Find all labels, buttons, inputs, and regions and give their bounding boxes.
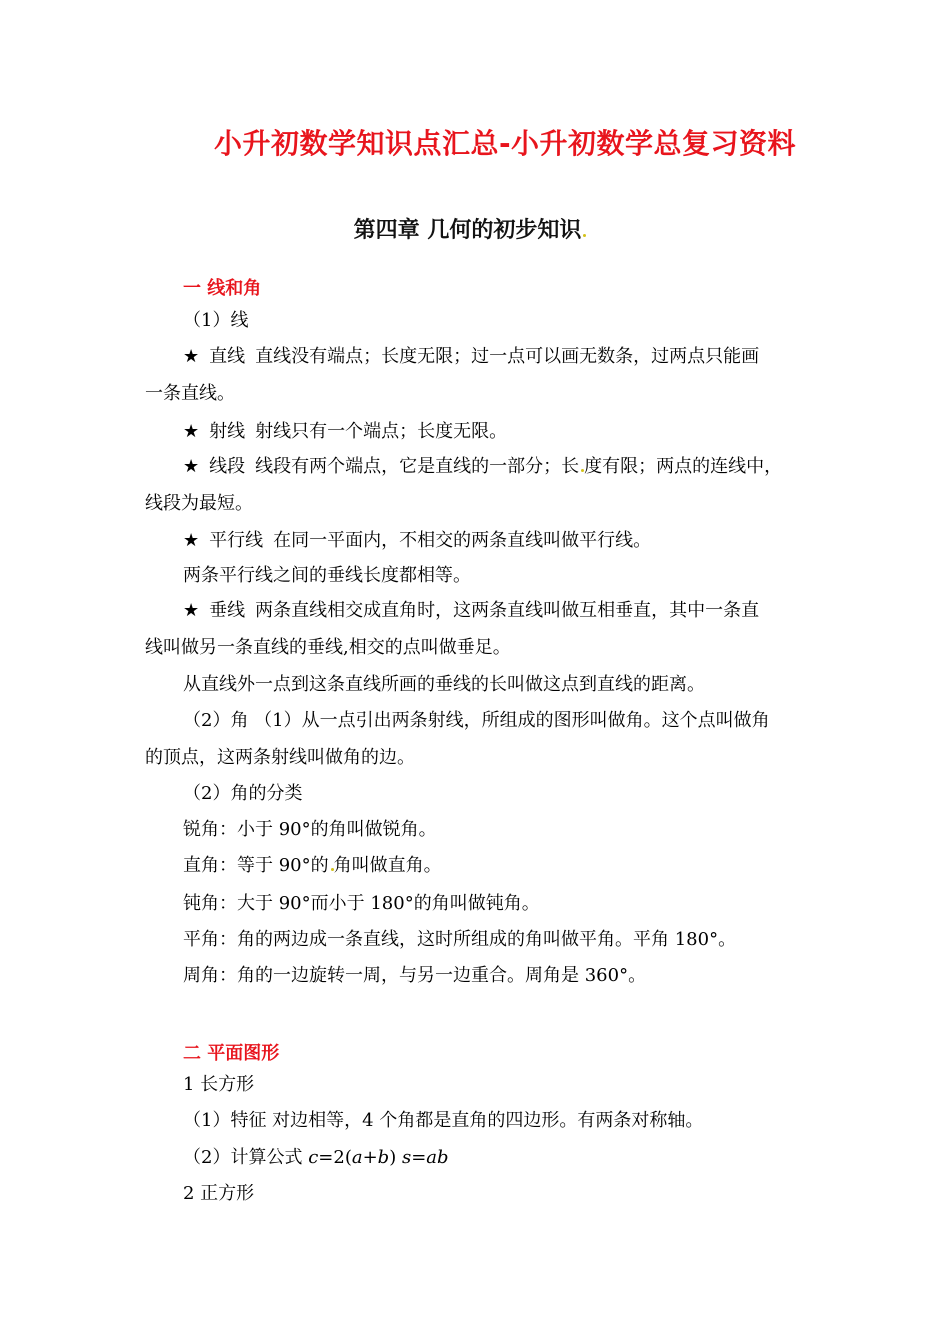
- formula-part: ): [389, 1147, 402, 1168]
- item-full-angle: 周角：角的一边旋转一周，与另一边重合。周角是 360°。: [183, 965, 647, 986]
- paragraph-segment-cont: 线段为最短。: [145, 493, 253, 514]
- paragraph-angle: （2）角 （1）从一点引出两条射线，所组成的图形叫做角。这个点叫做角: [183, 710, 770, 731]
- star-bullet: ★: [183, 346, 200, 367]
- paragraph-angle-cont: 的顶点，这两条射线叫做角的边。: [145, 747, 415, 768]
- item-right-angle: [183, 854, 442, 878]
- item-acute-angle: 锐角：小于 90°的角叫做锐角。: [183, 819, 437, 840]
- star-bullet: ★: [183, 456, 200, 477]
- subheading-rectangle: 1 长方形: [183, 1074, 255, 1095]
- term-segment: 线段: [209, 456, 246, 477]
- star-bullet: ★: [183, 421, 200, 442]
- star-bullet: ★: [183, 600, 200, 621]
- text-parallel: 在同一平面内，不相交的两条直线叫做平行线。: [273, 530, 652, 551]
- paragraph-segment: [183, 455, 782, 479]
- section-heading-lines-angles: 一 线和角: [183, 278, 262, 299]
- formula-part: +: [362, 1147, 378, 1168]
- term-parallel: 平行线: [209, 530, 264, 551]
- formula-part: =: [411, 1147, 427, 1168]
- section-heading-plane-figures: 二 平面图形: [183, 1043, 280, 1064]
- paragraph-straight-line: [183, 345, 759, 369]
- document-title: 小升初数学知识点汇总-小升初数学总复习资料: [213, 127, 797, 160]
- var-a: a: [351, 1147, 363, 1168]
- stray-dot-mark: [583, 234, 586, 237]
- subheading-square: 2 正方形: [183, 1183, 255, 1204]
- text-perpendicular: 两条直线相交成直角时，这两条直线叫做互相垂直，其中一条直: [255, 600, 760, 621]
- paragraph-distance: 从直线外一点到这条直线所画的垂线的长叫做这点到直线的距离。: [183, 674, 705, 695]
- paragraph-parallel: [183, 529, 651, 553]
- item-straight-angle: 平角：角的两边成一条直线，这时所组成的角叫做平角。平角 180°。: [183, 929, 737, 950]
- text-ray: 射线只有一个端点；长度无限。: [255, 421, 508, 442]
- paragraph-rectangle-formula: [183, 1146, 449, 1170]
- text-straight-line: 直线没有端点；长度无限；过一点可以画无数条，过两点只能画: [255, 346, 760, 367]
- text-right-angle-part1: 直角：等于 90°的: [183, 855, 329, 876]
- var-ab: ab: [426, 1147, 449, 1168]
- star-bullet: ★: [183, 530, 200, 551]
- chapter-title: [0, 213, 940, 244]
- var-s: s: [401, 1147, 412, 1168]
- paragraph-ray: [183, 420, 507, 444]
- text-segment-part2: 度有限；两点的连线中，: [584, 456, 783, 477]
- term-perpendicular: 垂线: [209, 600, 246, 621]
- paragraph-straight-line-cont: 一条直线。: [145, 383, 235, 404]
- paragraph-perpendicular: [183, 599, 759, 623]
- paragraph-perpendicular-cont: 线叫做另一条直线的垂线,相交的点叫做垂足。: [145, 637, 511, 658]
- formula-part: =2(: [318, 1147, 352, 1168]
- subheading-lines: （1）线: [183, 310, 249, 331]
- paragraph-parallel-note: 两条平行线之间的垂线长度都相等。: [183, 565, 471, 586]
- paragraph-rectangle-feature: （1）特征 对边相等，4 个角都是直角的四边形。有两条对称轴。: [183, 1110, 704, 1131]
- text-segment-part1: 线段有两个端点，它是直线的一部分；长: [255, 456, 580, 477]
- formula-label: （2）计算公式: [183, 1147, 309, 1168]
- item-obtuse-angle: 钝角：大于 90°而小于 180°的角叫做钝角。: [183, 893, 540, 914]
- chapter-title-text: 第四章 几何的初步知识: [353, 218, 582, 243]
- text-right-angle-part2: 角叫做直角。: [333, 855, 442, 876]
- var-b: b: [377, 1147, 390, 1168]
- term-ray: 射线: [209, 421, 246, 442]
- var-c: c: [308, 1147, 319, 1168]
- term-straight-line: 直线: [209, 346, 246, 367]
- subheading-angle-classification: （2）角的分类: [183, 783, 303, 804]
